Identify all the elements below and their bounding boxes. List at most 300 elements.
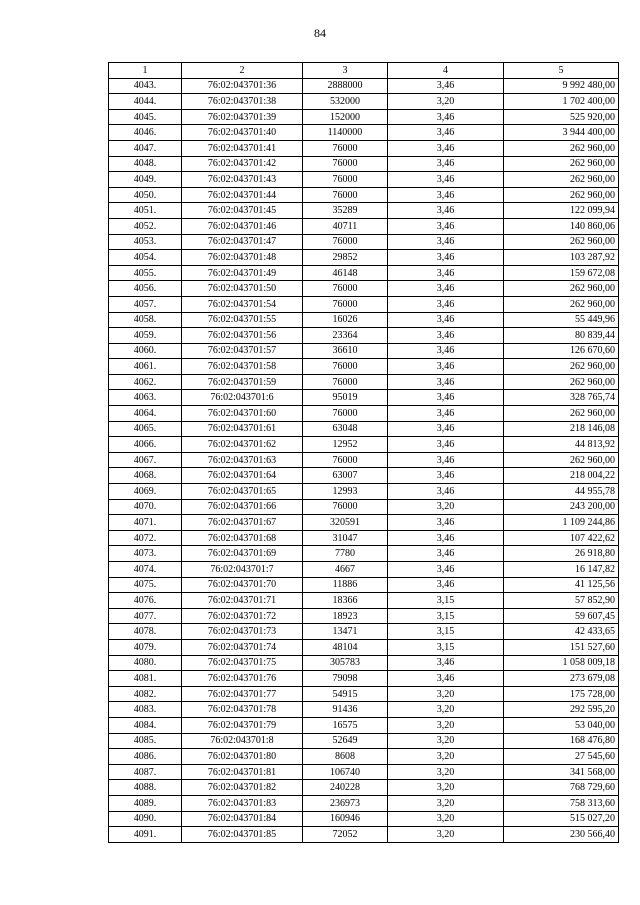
cadastral-number: 76:02:043701:58 [182,359,303,375]
table-row [109,312,619,328]
table-row [109,795,619,811]
sum-value: 262 960,00 [504,172,619,188]
table-row [109,109,619,125]
sum-value: 218 004,22 [504,468,619,484]
row-number: 4082. [109,686,182,702]
table-row [109,437,619,453]
area-value: 76000 [303,187,388,203]
rate-value: 3,46 [388,125,504,141]
table-row [109,156,619,172]
sum-value: 292 595,20 [504,702,619,718]
area-value: 11886 [303,577,388,593]
cadastral-number: 76:02:043701:60 [182,406,303,422]
rate-value: 3,15 [388,624,504,640]
rate-value: 3,46 [388,140,504,156]
table-row [109,624,619,640]
row-number: 4066. [109,437,182,453]
sum-value: 262 960,00 [504,374,619,390]
table-row [109,203,619,219]
table-row [109,406,619,422]
rate-value: 3,46 [388,546,504,562]
area-value: 305783 [303,655,388,671]
cadastral-number: 76:02:043701:56 [182,328,303,344]
cadastral-number: 76:02:043701:50 [182,281,303,297]
area-value: 76000 [303,296,388,312]
row-number: 4044. [109,94,182,110]
rate-value: 3,20 [388,827,504,843]
sum-value: 126 670,60 [504,343,619,359]
row-number: 4085. [109,733,182,749]
row-number: 4073. [109,546,182,562]
column-header-2: 2 [182,63,303,79]
column-header-4: 4 [388,63,504,79]
sum-value: 80 839,44 [504,328,619,344]
area-value: 31047 [303,530,388,546]
cadastral-number: 76:02:043701:82 [182,780,303,796]
table-row [109,780,619,796]
area-value: 240228 [303,780,388,796]
rate-value: 3,20 [388,795,504,811]
table-row [109,374,619,390]
table-row [109,749,619,765]
area-value: 76000 [303,452,388,468]
row-number: 4070. [109,499,182,515]
row-number: 4061. [109,359,182,375]
area-value: 4667 [303,562,388,578]
table-row [109,94,619,110]
table-row [109,811,619,827]
area-value: 16026 [303,312,388,328]
area-value: 76000 [303,140,388,156]
table-body [109,78,619,842]
row-number: 4046. [109,125,182,141]
cadastral-number: 76:02:043701:62 [182,437,303,453]
rate-value: 3,46 [388,515,504,531]
sum-value: 262 960,00 [504,156,619,172]
area-value: 23364 [303,328,388,344]
cadastral-number: 76:02:043701:80 [182,749,303,765]
area-value: 54915 [303,686,388,702]
rate-value: 3,46 [388,452,504,468]
area-value: 76000 [303,499,388,515]
table-row [109,250,619,266]
sum-value: 262 960,00 [504,296,619,312]
rate-value: 3,20 [388,702,504,718]
cadastral-number: 76:02:043701:70 [182,577,303,593]
cadastral-number: 76:02:043701:63 [182,452,303,468]
table-row [109,733,619,749]
sum-value: 151 527,60 [504,639,619,655]
area-value: 35289 [303,203,388,219]
rate-value: 3,46 [388,577,504,593]
rate-value: 3,46 [388,281,504,297]
table-row [109,390,619,406]
rate-value: 3,46 [388,562,504,578]
row-number: 4048. [109,156,182,172]
table-row [109,608,619,624]
cadastral-number: 76:02:043701:72 [182,608,303,624]
row-number: 4077. [109,608,182,624]
header-row [109,63,619,79]
row-number: 4089. [109,795,182,811]
area-value: 63048 [303,421,388,437]
cadastral-number: 76:02:043701:71 [182,593,303,609]
row-number: 4087. [109,764,182,780]
sum-value: 758 313,60 [504,795,619,811]
sum-value: 16 147,82 [504,562,619,578]
area-value: 76000 [303,359,388,375]
rate-value: 3,46 [388,484,504,500]
table-row [109,827,619,843]
row-number: 4074. [109,562,182,578]
sum-value: 262 960,00 [504,140,619,156]
sum-value: 262 960,00 [504,406,619,422]
table-row [109,452,619,468]
area-value: 91436 [303,702,388,718]
area-value: 160946 [303,811,388,827]
cadastral-number: 76:02:043701:79 [182,717,303,733]
sum-value: 262 960,00 [504,281,619,297]
sum-value: 55 449,96 [504,312,619,328]
area-value: 76000 [303,374,388,390]
cadastral-number: 76:02:043701:74 [182,639,303,655]
cadastral-number: 76:02:043701:44 [182,187,303,203]
area-value: 18923 [303,608,388,624]
table-row [109,639,619,655]
area-value: 8608 [303,749,388,765]
sum-value: 1 109 244,86 [504,515,619,531]
table-row [109,484,619,500]
sum-value: 262 960,00 [504,452,619,468]
sum-value: 168 476,80 [504,733,619,749]
table-row [109,546,619,562]
table-header [109,63,619,79]
cadastral-number: 76:02:043701:36 [182,78,303,94]
row-number: 4045. [109,109,182,125]
cadastral-number: 76:02:043701:48 [182,250,303,266]
rate-value: 3,46 [388,655,504,671]
rate-value: 3,46 [388,250,504,266]
rate-value: 3,46 [388,343,504,359]
area-value: 236973 [303,795,388,811]
cadastral-number: 76:02:043701:57 [182,343,303,359]
area-value: 320591 [303,515,388,531]
table-row [109,764,619,780]
sum-value: 26 918,80 [504,546,619,562]
cadastral-number: 76:02:043701:49 [182,265,303,281]
table-row [109,671,619,687]
row-number: 4057. [109,296,182,312]
row-number: 4064. [109,406,182,422]
row-number: 4090. [109,811,182,827]
rate-value: 3,46 [388,374,504,390]
area-value: 79098 [303,671,388,687]
sum-value: 42 433,65 [504,624,619,640]
row-number: 4053. [109,234,182,250]
cadastral-number: 76:02:043701:67 [182,515,303,531]
cadastral-number: 76:02:043701:40 [182,125,303,141]
row-number: 4063. [109,390,182,406]
area-value: 46148 [303,265,388,281]
sum-value: 103 287,92 [504,250,619,266]
area-value: 532000 [303,94,388,110]
sum-value: 159 672,08 [504,265,619,281]
rate-value: 3,46 [388,265,504,281]
row-number: 4051. [109,203,182,219]
row-number: 4055. [109,265,182,281]
row-number: 4047. [109,140,182,156]
row-number: 4049. [109,172,182,188]
sum-value: 140 860,06 [504,218,619,234]
sum-value: 262 960,00 [504,359,619,375]
sum-value: 175 728,00 [504,686,619,702]
row-number: 4062. [109,374,182,390]
row-number: 4050. [109,187,182,203]
table-row [109,234,619,250]
row-number: 4081. [109,671,182,687]
rate-value: 3,46 [388,172,504,188]
cadastral-number: 76:02:043701:43 [182,172,303,188]
cadastral-number: 76:02:043701:8 [182,733,303,749]
area-value: 1140000 [303,125,388,141]
row-number: 4052. [109,218,182,234]
table-row [109,421,619,437]
sum-value: 41 125,56 [504,577,619,593]
rate-value: 3,46 [388,109,504,125]
row-number: 4088. [109,780,182,796]
rate-value: 3,46 [388,437,504,453]
cadastral-number: 76:02:043701:83 [182,795,303,811]
table-row [109,218,619,234]
rate-value: 3,20 [388,811,504,827]
table-row [109,140,619,156]
sum-value: 27 545,60 [504,749,619,765]
cadastral-number: 76:02:043701:65 [182,484,303,500]
table-row [109,530,619,546]
sum-value: 44 955,78 [504,484,619,500]
table-row [109,593,619,609]
row-number: 4091. [109,827,182,843]
column-header-1: 1 [109,63,182,79]
rate-value: 3,46 [388,234,504,250]
cadastral-number: 76:02:043701:46 [182,218,303,234]
rate-value: 3,20 [388,499,504,515]
cadastral-number: 76:02:043701:54 [182,296,303,312]
rate-value: 3,46 [388,359,504,375]
table-row [109,359,619,375]
area-value: 29852 [303,250,388,266]
row-number: 4058. [109,312,182,328]
area-value: 76000 [303,234,388,250]
rate-value: 3,46 [388,328,504,344]
sum-value: 243 200,00 [504,499,619,515]
cadastral-number: 76:02:043701:73 [182,624,303,640]
rate-value: 3,46 [388,296,504,312]
area-value: 72052 [303,827,388,843]
cadastral-number: 76:02:043701:85 [182,827,303,843]
rate-value: 3,46 [388,312,504,328]
data-table [108,62,619,843]
cadastral-number: 76:02:043701:61 [182,421,303,437]
cadastral-number: 76:02:043701:77 [182,686,303,702]
cadastral-number: 76:02:043701:69 [182,546,303,562]
area-value: 18366 [303,593,388,609]
rate-value: 3,20 [388,686,504,702]
rate-value: 3,46 [388,671,504,687]
row-number: 4069. [109,484,182,500]
page-number: 84 [314,26,326,40]
rate-value: 3,46 [388,421,504,437]
table-row [109,296,619,312]
rate-value: 3,46 [388,156,504,172]
rate-value: 3,46 [388,78,504,94]
area-value: 36610 [303,343,388,359]
table-row [109,281,619,297]
rate-value: 3,15 [388,608,504,624]
row-number: 4076. [109,593,182,609]
table-row [109,686,619,702]
area-value: 152000 [303,109,388,125]
area-value: 48104 [303,639,388,655]
cadastral-number: 76:02:043701:76 [182,671,303,687]
cadastral-number: 76:02:043701:47 [182,234,303,250]
table-row [109,655,619,671]
cadastral-number: 76:02:043701:38 [182,94,303,110]
row-number: 4060. [109,343,182,359]
cadastral-number: 76:02:043701:41 [182,140,303,156]
sum-value: 525 920,00 [504,109,619,125]
area-value: 16575 [303,717,388,733]
rate-value: 3,20 [388,780,504,796]
rate-value: 3,20 [388,749,504,765]
cadastral-number: 76:02:043701:75 [182,655,303,671]
cadastral-number: 76:02:043701:6 [182,390,303,406]
row-number: 4080. [109,655,182,671]
table-row [109,172,619,188]
sum-value: 9 992 480,00 [504,78,619,94]
sum-value: 107 422,62 [504,530,619,546]
rate-value: 3,20 [388,764,504,780]
sum-value: 273 679,08 [504,671,619,687]
area-value: 12993 [303,484,388,500]
table-row [109,125,619,141]
sum-value: 218 146,08 [504,421,619,437]
rate-value: 3,46 [388,530,504,546]
sum-value: 262 960,00 [504,187,619,203]
sum-value: 3 944 400,00 [504,125,619,141]
cadastral-number: 76:02:043701:39 [182,109,303,125]
table-row [109,265,619,281]
table-row [109,468,619,484]
area-value: 40711 [303,218,388,234]
sum-value: 341 568,00 [504,764,619,780]
rate-value: 3,15 [388,639,504,655]
row-number: 4043. [109,78,182,94]
cadastral-number: 76:02:043701:7 [182,562,303,578]
row-number: 4083. [109,702,182,718]
area-value: 7780 [303,546,388,562]
row-number: 4056. [109,281,182,297]
area-value: 76000 [303,281,388,297]
table-row [109,343,619,359]
row-number: 4067. [109,452,182,468]
row-number: 4065. [109,421,182,437]
column-header-3: 3 [303,63,388,79]
row-number: 4075. [109,577,182,593]
cadastral-number: 76:02:043701:55 [182,312,303,328]
table-row [109,717,619,733]
sum-value: 122 099,94 [504,203,619,219]
sum-value: 59 607,45 [504,608,619,624]
table-row [109,499,619,515]
rate-value: 3,46 [388,187,504,203]
cadastral-number: 76:02:043701:64 [182,468,303,484]
rate-value: 3,46 [388,218,504,234]
table-row [109,702,619,718]
rate-value: 3,46 [388,203,504,219]
cadastral-number: 76:02:043701:78 [182,702,303,718]
rate-value: 3,20 [388,717,504,733]
row-number: 4068. [109,468,182,484]
rate-value: 3,46 [388,406,504,422]
table-row [109,515,619,531]
area-value: 76000 [303,172,388,188]
sum-value: 1 058 009,18 [504,655,619,671]
sum-value: 262 960,00 [504,234,619,250]
cadastral-number: 76:02:043701:42 [182,156,303,172]
row-number: 4084. [109,717,182,733]
area-value: 106740 [303,764,388,780]
sum-value: 53 040,00 [504,717,619,733]
table-row [109,577,619,593]
area-value: 63007 [303,468,388,484]
table-row [109,78,619,94]
sum-value: 230 566,40 [504,827,619,843]
area-value: 95019 [303,390,388,406]
cadastral-number: 76:02:043701:59 [182,374,303,390]
rate-value: 3,20 [388,733,504,749]
cadastral-number: 76:02:043701:66 [182,499,303,515]
row-number: 4071. [109,515,182,531]
rate-value: 3,20 [388,94,504,110]
row-number: 4086. [109,749,182,765]
cadastral-number: 76:02:043701:84 [182,811,303,827]
cadastral-number: 76:02:043701:68 [182,530,303,546]
area-value: 12952 [303,437,388,453]
table-row [109,562,619,578]
sum-value: 515 027,20 [504,811,619,827]
rate-value: 3,15 [388,593,504,609]
rate-value: 3,46 [388,468,504,484]
area-value: 2888000 [303,78,388,94]
area-value: 52649 [303,733,388,749]
cadastral-number: 76:02:043701:45 [182,203,303,219]
area-value: 76000 [303,406,388,422]
rate-value: 3,46 [388,390,504,406]
row-number: 4079. [109,639,182,655]
sum-value: 328 765,74 [504,390,619,406]
sum-value: 1 702 400,00 [504,94,619,110]
area-value: 76000 [303,156,388,172]
row-number: 4072. [109,530,182,546]
table-row [109,328,619,344]
row-number: 4059. [109,328,182,344]
sum-value: 44 813,92 [504,437,619,453]
area-value: 13471 [303,624,388,640]
row-number: 4078. [109,624,182,640]
column-header-5: 5 [504,63,619,79]
row-number: 4054. [109,250,182,266]
